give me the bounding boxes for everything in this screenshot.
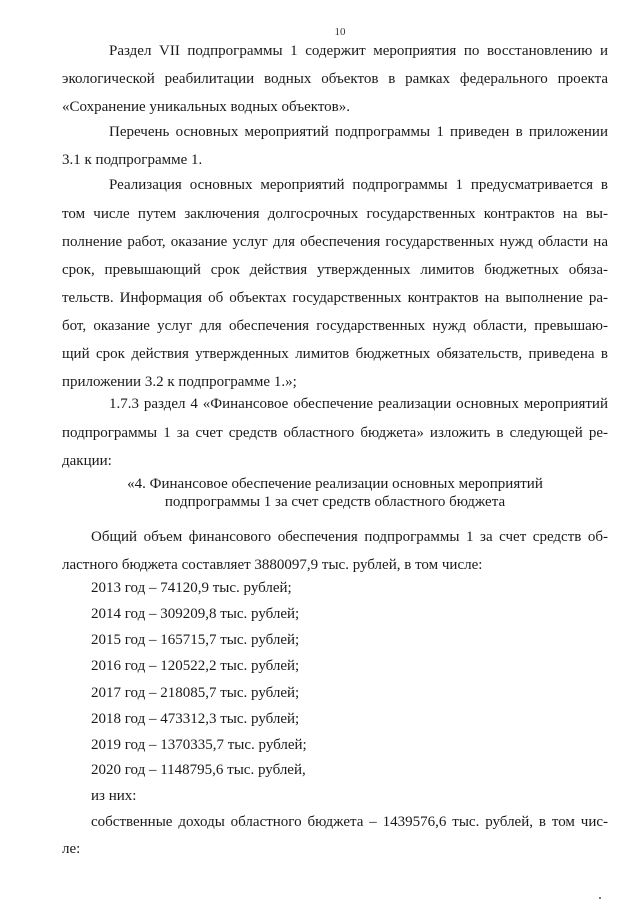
text-line: подпрограммы 1 за счет средств областного бюджета» изложить в следующей ре-	[62, 425, 608, 441]
scan-speck	[599, 897, 601, 899]
text-line: тельств. Информация об объектах государственных контрактов на выполнение ра-	[62, 290, 608, 306]
funding-year-line: 2014 год – 309209,8 тыс. рублей;	[91, 606, 300, 622]
text-line: Перечень основных мероприятий подпрограммы 1 приведен в приложении	[109, 124, 608, 140]
funding-year-line: 2016 год – 120522,2 тыс. рублей;	[91, 658, 300, 674]
page-number: 10	[334, 26, 346, 38]
text-line: из них:	[91, 788, 137, 804]
text-line: том числе путем заключения долгосрочных государственных контрактов на вы-	[62, 206, 608, 222]
text-line: Общий объем финансового обеспечения подпрограммы 1 за счет средств об-	[91, 529, 608, 545]
text-line: срок, превышающий срок действия утвержденных лимитов бюджетных обяза-	[62, 262, 608, 278]
text-line: полнение работ, оказание услуг для обеспечения государственных нужд области на	[62, 234, 608, 250]
text-line: экологической реабилитации водных объектов в рамках федерального проекта	[62, 71, 608, 87]
funding-year-line: 2015 год – 165715,7 тыс. рублей;	[91, 632, 300, 648]
text-line: ле:	[62, 841, 81, 857]
text-line: приложении 3.2 к подпрограмме 1.»;	[62, 374, 297, 390]
text-line: 1.7.3 раздел 4 «Финансовое обеспечение реализации основных мероприятий	[109, 396, 608, 412]
text-line: собственные доходы областного бюджета – 1439576,6 тыс. рублей, в том чис-	[91, 814, 608, 830]
text-line: ластного бюджета составляет 3880097,9 тыс. рублей, в том числе:	[62, 557, 483, 573]
section-heading: «4. Финансовое обеспечение реализации основных мероприятий	[127, 476, 543, 492]
funding-year-line: 2018 год – 473312,3 тыс. рублей;	[91, 711, 300, 727]
funding-year-line: 2020 год – 1148795,6 тыс. рублей,	[91, 762, 306, 778]
funding-year-line: 2013 год – 74120,9 тыс. рублей;	[91, 580, 292, 596]
text-line: бот, оказание услуг для обеспечения государственных нужд области, превышаю-	[62, 318, 608, 334]
text-line: щий срок действия утвержденных лимитов бюджетных обязательств, приведена в	[62, 346, 608, 362]
text-line: «Сохранение уникальных водных объектов».	[62, 99, 351, 115]
funding-year-line: 2019 год – 1370335,7 тыс. рублей;	[91, 737, 307, 753]
text-line: Раздел VII подпрограммы 1 содержит мероприятия по восстановлению и	[109, 43, 608, 59]
funding-year-line: 2017 год – 218085,7 тыс. рублей;	[91, 685, 300, 701]
text-line: Реализация основных мероприятий подпрограммы 1 предусматривается в	[109, 177, 608, 193]
text-line: дакции:	[62, 453, 112, 469]
text-line: 3.1 к подпрограмме 1.	[62, 152, 203, 168]
section-heading: подпрограммы 1 за счет средств областного бюджета	[164, 494, 506, 510]
